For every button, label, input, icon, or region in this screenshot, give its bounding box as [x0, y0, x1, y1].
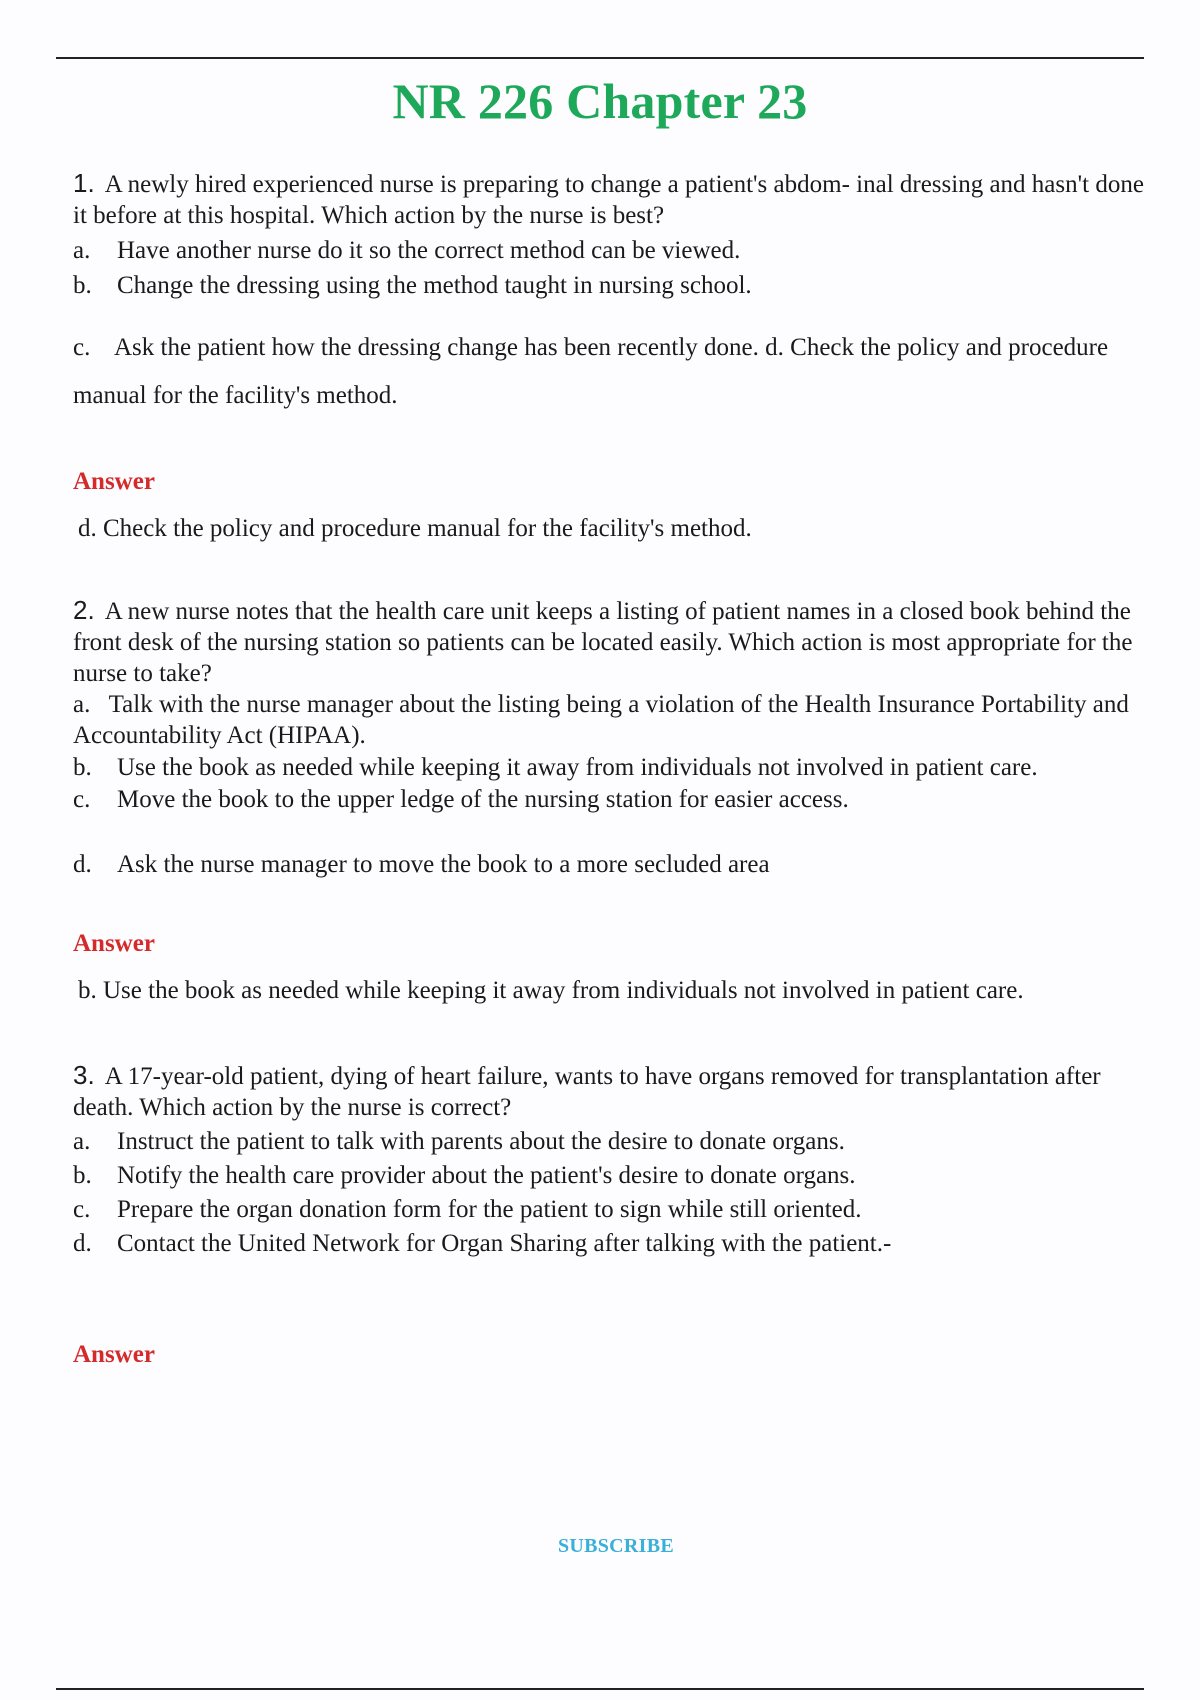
question-3-option-a: a. Instruct the patient to talk with parents about the desire to donate organs.	[73, 1128, 845, 1155]
question-number: 3.	[73, 1060, 95, 1090]
question-2-option-c: c. Move the book to the upper ledge of the nursing station for easier access.	[73, 786, 849, 813]
answer-label: Answer	[73, 1341, 155, 1368]
question-number: 2.	[73, 595, 95, 625]
question-text: A 17-year-old patient, dying of heart failure, wants to have organs removed for transplantation after death. Which action by the nurse is correct?	[73, 1063, 1101, 1121]
question-list	[73, 168, 1148, 1370]
question-number: 1.	[73, 168, 95, 198]
answer-label: Answer	[73, 468, 155, 495]
question-2-answer: b. Use the book as needed while keeping it away from individuals not involved in patient care.	[78, 977, 1024, 1004]
question-2-option-a: a. Talk with the nurse manager about the listing being a violation of the Health Insurance Portability and Accountability Act (HIPAA).	[73, 691, 1134, 749]
question-3-option-b: b. Notify the health care provider about the patient's desire to donate organs.	[73, 1162, 856, 1189]
question-1-option-a: a. Have another nurse do it so the correct method can be viewed.	[73, 237, 741, 264]
question-1-option-b: b. Change the dressing using the method taught in nursing school.	[73, 272, 752, 299]
question-text: A new nurse notes that the health care unit keeps a listing of patient names in a closed book behind the front desk of the nursing station so patients can be located easily. Which action is most appropriate for the nurse to take?	[73, 598, 1133, 687]
question-2-option-d: d. Ask the nurse manager to move the book to a more secluded area	[73, 851, 770, 878]
question-2-stem	[73, 595, 1148, 689]
question-1-stem	[73, 168, 1148, 231]
page-title: NR 226 Chapter 23	[392, 73, 808, 129]
question-text: A newly hired experienced nurse is preparing to change a patient's abdom- inal dressing and hasn't done it before at this hospital. Which action by the nurse is best?	[73, 171, 1144, 229]
subscribe-link[interactable]: SUBSCRIBE	[557, 1535, 675, 1557]
question-1-answer: d. Check the policy and procedure manual for the facility's method.	[78, 515, 752, 542]
top-divider	[56, 57, 1144, 59]
question-3-stem	[73, 1060, 1148, 1123]
question-2-option-b: b. Use the book as needed while keeping it away from individuals not involved in patient care.	[73, 754, 1038, 781]
question-3-option-d: d. Contact the United Network for Organ Sharing after talking with the patient.-	[73, 1230, 892, 1257]
answer-label: Answer	[73, 930, 155, 957]
question-3-option-c: c. Prepare the organ donation form for the patient to sign while still oriented.	[73, 1196, 862, 1223]
question-1-options-c-d: c. Ask the patient how the dressing change has been recently done. d. Check the policy and procedure manual for the facility's method.	[73, 334, 1115, 409]
bottom-divider	[56, 1688, 1144, 1690]
